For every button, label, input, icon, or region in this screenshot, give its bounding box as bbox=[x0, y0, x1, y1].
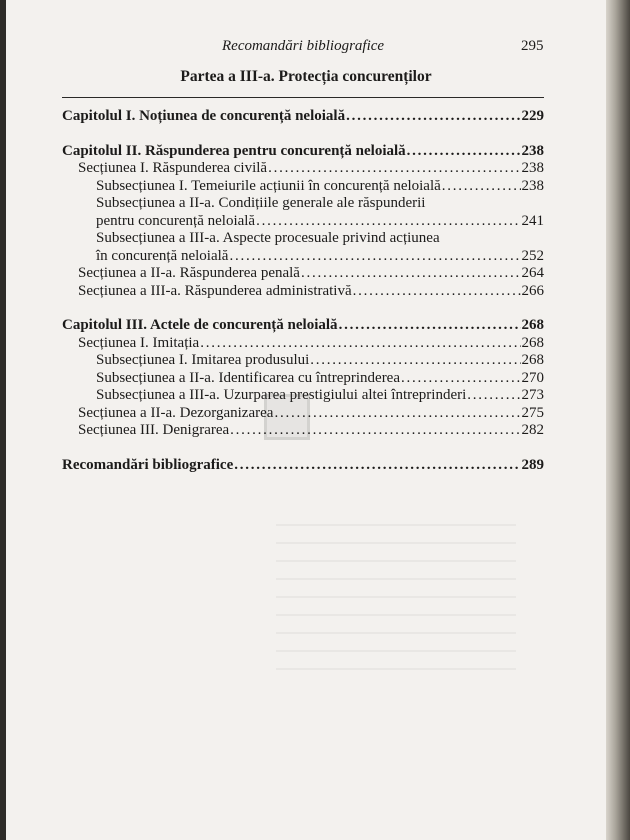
toc-entry-subsection[interactable]: Subsecțiunea a II-a. Identificarea cu întreprinderea . . . 270 bbox=[62, 370, 544, 388]
toc-entry-wrap-line: Subsecțiunea a III-a. Aspecte procesuale privind acțiunea bbox=[96, 230, 440, 246]
toc-entry-wrap-line: Subsecțiunea a II-a. Condițiile generale ale răspunderii bbox=[96, 195, 426, 211]
toc-entry-subsection[interactable]: Subsecțiunea I. Temeiurile acțiunii în concurență neloială . . . 238 bbox=[62, 178, 544, 196]
toc-entry-subsection[interactable]: în concurență neloială . . . 252 bbox=[62, 248, 544, 266]
top-rule bbox=[62, 97, 544, 98]
toc-entry-subsection[interactable]: pentru concurență neloială . . . 241 bbox=[62, 213, 544, 231]
running-title: Recomandări bibliografice bbox=[222, 38, 385, 54]
toc-entry-section[interactable]: Secțiunea III. Denigrarea . . . 282 bbox=[62, 422, 544, 440]
page-number: 295 bbox=[521, 38, 544, 54]
toc-entry-section[interactable]: Secțiunea a III-a. Răspunderea administrativă . . . 266 bbox=[62, 283, 544, 301]
page-edge-shadow bbox=[606, 0, 630, 840]
toc-entry-chapter-3[interactable]: Capitolul III. Actele de concurență neloială . . . 268 bbox=[62, 317, 544, 335]
book-page bbox=[6, 0, 606, 840]
toc-entry-chapter-1[interactable]: Capitolul I. Noțiunea de concurență neloială . . . 229 bbox=[62, 108, 544, 126]
toc-entry-bibliography[interactable]: Recomandări bibliografice . . . 289 bbox=[62, 457, 544, 475]
toc-entry-subsection[interactable]: Subsecțiunea a III-a. Uzurparea prestigiului altei întreprinderi . . . 273 bbox=[62, 387, 544, 405]
table-of-contents bbox=[62, 108, 544, 474]
toc-entry-section[interactable]: Secțiunea I. Răspunderea civilă . . . 238 bbox=[62, 160, 544, 178]
toc-entry-chapter-2[interactable]: Capitolul II. Răspunderea pentru concurență neloială . . . 238 bbox=[62, 143, 544, 161]
toc-entry-section[interactable]: Secțiunea a II-a. Dezorganizarea . . . 275 bbox=[62, 405, 544, 423]
watermark-pattern bbox=[276, 510, 516, 670]
toc-entry-subsection[interactable]: Subsecțiunea I. Imitarea produsului . . . 268 bbox=[62, 352, 544, 370]
toc-entry-section[interactable]: Secțiunea a II-a. Răspunderea penală . . . 264 bbox=[62, 265, 544, 283]
toc-entry-section[interactable]: Secțiunea I. Imitația . . . 268 bbox=[62, 335, 544, 353]
part-title: Partea a III-a. Protecția concurenților bbox=[180, 68, 432, 85]
